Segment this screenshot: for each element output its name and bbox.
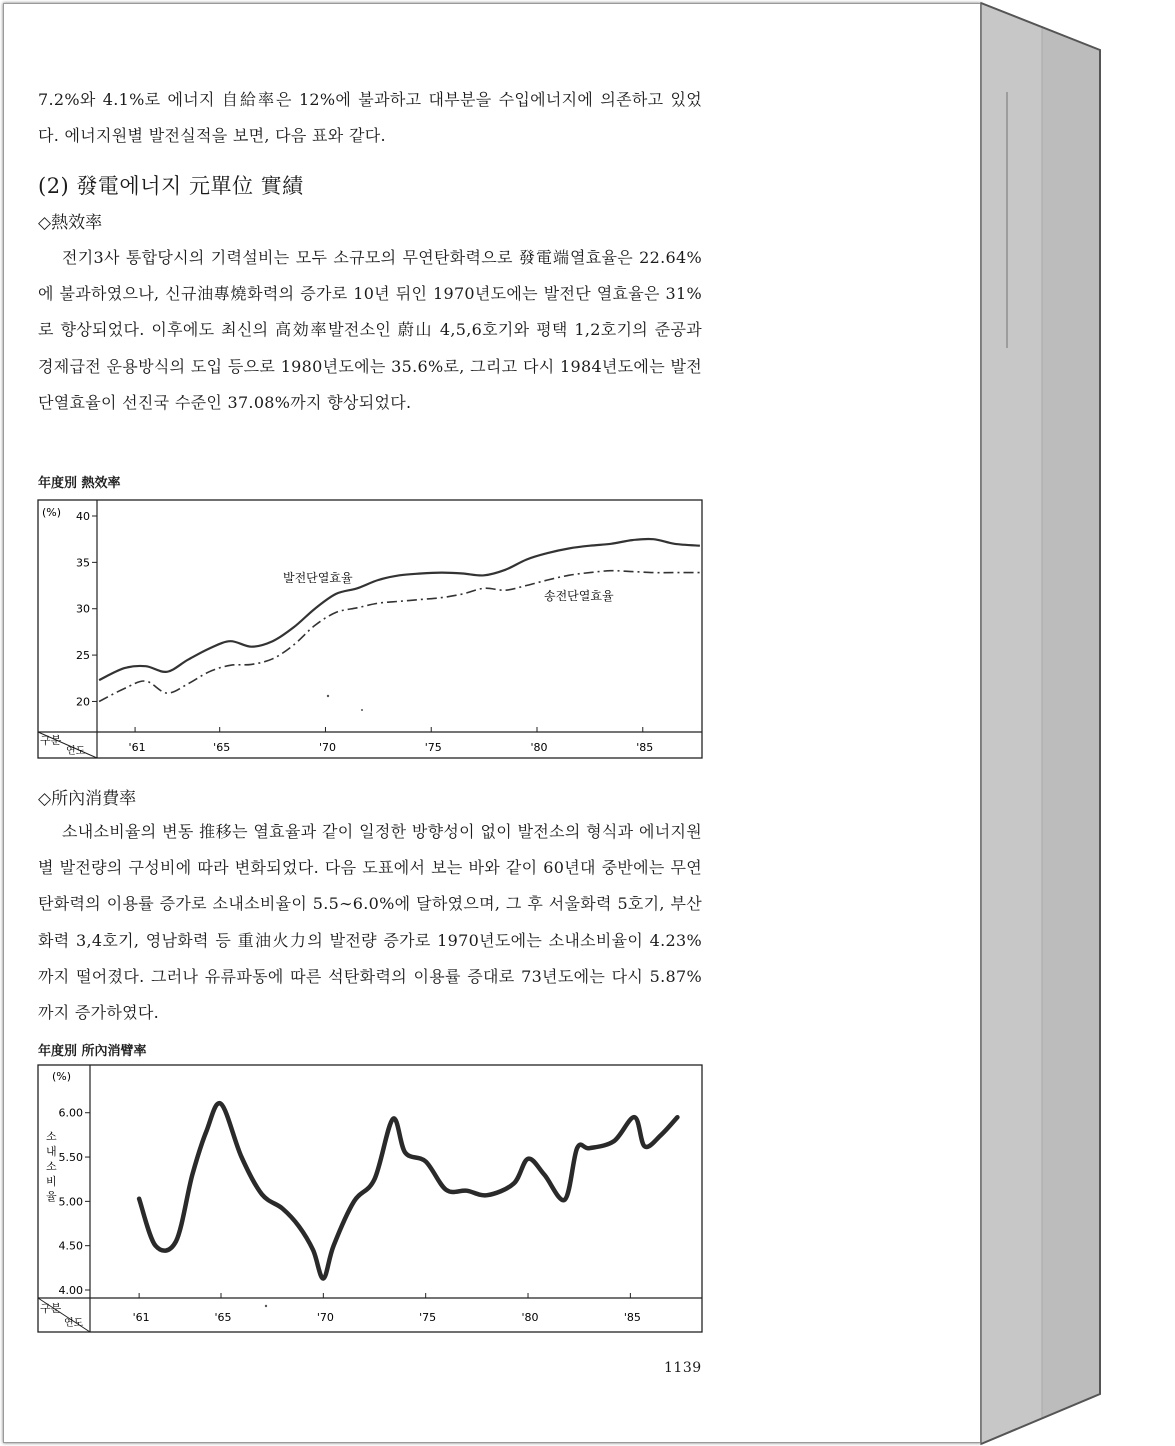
y-unit-label: (%) bbox=[52, 1070, 72, 1083]
consumption-subheading: ◇所內消費率 bbox=[38, 789, 137, 809]
x-tick-label: '65 bbox=[213, 741, 231, 754]
y-tick-label: 40 bbox=[76, 510, 90, 523]
x-tick-label: '61 bbox=[128, 741, 146, 754]
series-line-consumption-rate bbox=[139, 1103, 677, 1278]
thermal-chart-title: 年度別 熱效率 bbox=[38, 476, 121, 491]
series-label-gross-efficiency: 발전단열효율 bbox=[283, 571, 353, 585]
series-line-gross-efficiency bbox=[99, 539, 700, 680]
y-tick-label: 6.00 bbox=[58, 1106, 83, 1120]
y-axis-vertical-label: 소 내 소 비 율 bbox=[46, 1130, 57, 1203]
x-tick-label: '70 bbox=[318, 741, 336, 754]
page-stack-outline bbox=[981, 3, 1100, 1444]
x-tick-label: '80 bbox=[530, 741, 548, 754]
x-tick-label: '80 bbox=[521, 1311, 539, 1324]
y-tick-label: 20 bbox=[76, 695, 90, 709]
thermal-efficiency-chart bbox=[0, 496, 710, 762]
scan-speck bbox=[265, 1305, 267, 1307]
consumption-paragraph: 소내소비율의 변동 推移는 열효율과 같이 일정한 방향성이 없이 발전소의 형식과 에너지원별 발전량의 구성비에 따라 변화되었다. 다음 도표에서 보는 바와 같이 60년대 중반에는 무연탄화력의 이용률 증가로 소내소비율이 5.5∼6.0%에 달하였으며, 그 후 서울화력 5호기, 부산화력 3,4호기, 영남화력 등 重油火力의 발전량 증가로 1970년도에는 소내소비율이 4.23%까지 떨어졌다. 그러나 유류파동에 따른 석탄화력의 이용률 증대로 73년도에는 다시 5.87%까지 증가하였다. bbox=[38, 822, 702, 1023]
page-stack-face bbox=[981, 3, 1100, 1444]
x-tick-label: '75 bbox=[424, 741, 442, 754]
y-tick-label: 30 bbox=[76, 602, 90, 616]
x-tick-label: '75 bbox=[419, 1311, 437, 1324]
scan-speck bbox=[327, 695, 329, 697]
x-tick-label: '85 bbox=[636, 741, 654, 754]
chart-frame bbox=[38, 500, 702, 758]
y-tick-label: 25 bbox=[76, 649, 90, 663]
x-tick-label: '61 bbox=[132, 1311, 150, 1324]
y-tick-label: 35 bbox=[76, 556, 90, 570]
intro-paragraph: 7.2%와 4.1%로 에너지 自給率은 12%에 불과하고 대부분을 수입에너지에 의존하고 있었다. 에너지원별 발전실적을 보면, 다음 표와 같다. bbox=[38, 90, 702, 146]
y-tick-label: 5.00 bbox=[58, 1195, 83, 1209]
y-unit-label: (%) bbox=[42, 506, 62, 519]
station-consumption-chart bbox=[0, 1062, 710, 1336]
x-tick-label: '65 bbox=[214, 1311, 232, 1324]
corner-label-top: 구분 bbox=[40, 734, 62, 747]
corner-label-top: 구분 bbox=[40, 1302, 62, 1315]
page-stack-shade bbox=[1042, 26, 1100, 1418]
x-tick-label: '70 bbox=[316, 1311, 334, 1324]
x-tick-label: '85 bbox=[623, 1311, 641, 1324]
corner-label-bottom: 연도 bbox=[66, 746, 86, 757]
page-number: 1139 bbox=[664, 1360, 702, 1376]
thermal-paragraph: 전기3사 통합당시의 기력설비는 모두 소규모의 무연탄화력으로 發電端열효율은 22.64%에 불과하였으나, 신규油專燒화력의 증가로 10년 뒤인 1970년도에는 발전단 열효율은 31%로 향상되었다. 이후에도 최신의 高効率발전소인 蔚山 4,5,6호기와 평택 1,2호기의 준공과 경제급전 운용방식의 도입 등으로 1980년도에는 35.6%로, 그리고 다시 1984년도에는 발전단열효율이 선진국 수준인 37.08%까지 향상되었다. bbox=[38, 248, 702, 412]
y-tick-label: 4.00 bbox=[58, 1284, 83, 1297]
series-label-net-efficiency: 송전단열효율 bbox=[544, 589, 614, 603]
corner-label-bottom: 연도 bbox=[64, 1318, 84, 1329]
scan-speck bbox=[361, 709, 363, 711]
consumption-chart-title: 年度別 所內消臂率 bbox=[38, 1044, 147, 1059]
y-tick-label: 5.50 bbox=[58, 1151, 83, 1165]
section-heading: (2) 發電에너지 元單位 實績 bbox=[38, 174, 304, 198]
y-tick-label: 4.50 bbox=[58, 1239, 83, 1253]
thermal-subheading: ◇熱效率 bbox=[38, 213, 103, 233]
